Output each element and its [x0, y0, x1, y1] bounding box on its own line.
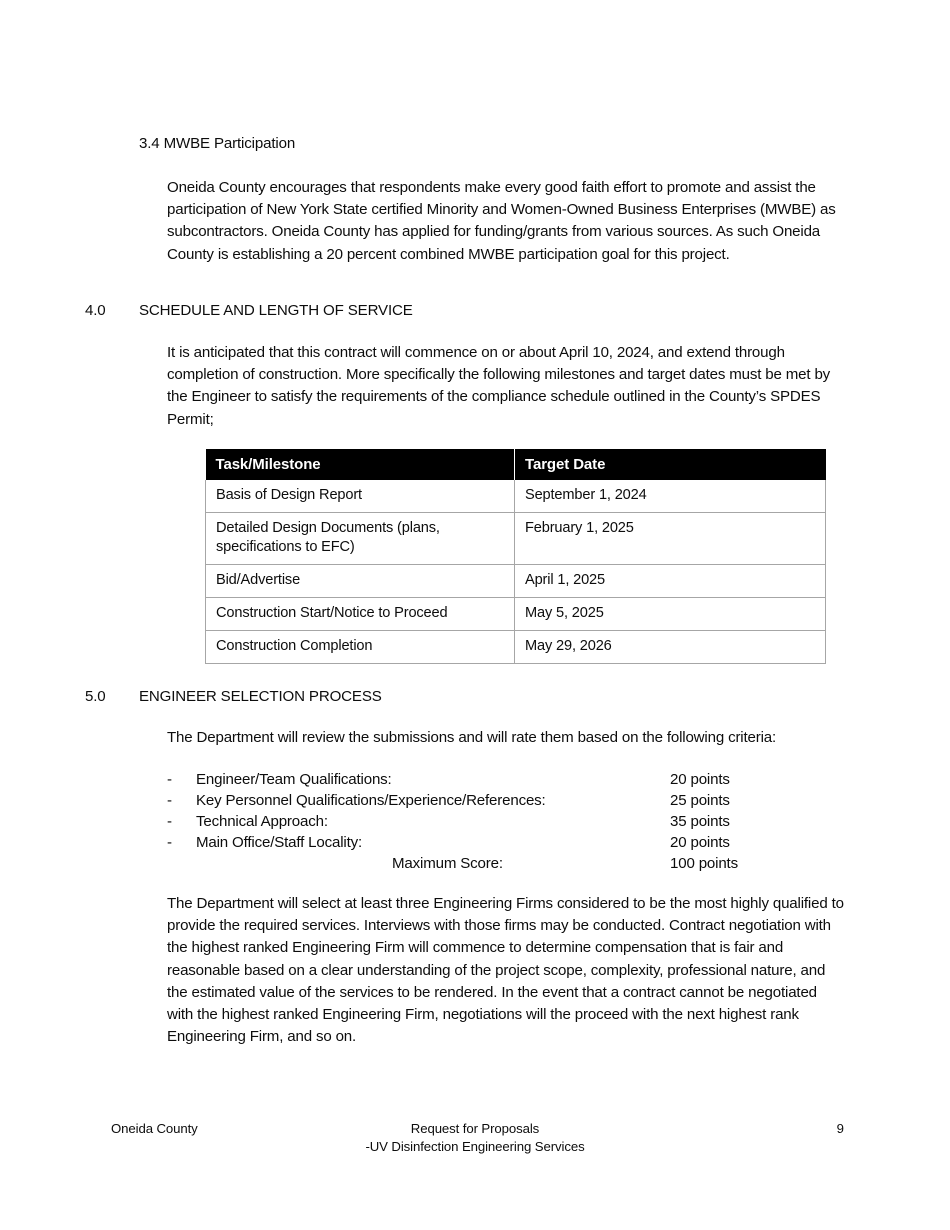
criterion-label: Main Office/Staff Locality: [196, 834, 362, 851]
table-row [206, 513, 826, 565]
selection-criteria-list [167, 769, 843, 874]
list-item [167, 769, 843, 790]
section-number-4-0: 4.0 [85, 302, 106, 319]
maximum-score-label: Maximum Score: [392, 855, 503, 872]
criterion-points: 25 points [670, 792, 730, 809]
list-item-total [167, 853, 843, 874]
list-dash-marker: - [167, 834, 172, 851]
cell-task: Detailed Design Documents (plans, specifications to EFC) [206, 513, 515, 565]
column-header-target-date: Target Date [515, 449, 826, 480]
section-title-engineer-selection-process: ENGINEER SELECTION PROCESS [139, 688, 382, 705]
criterion-points: 20 points [670, 771, 730, 788]
page-footer [0, 1120, 950, 1180]
paragraph-schedule-intro: It is anticipated that this contract will commence on or about April 10, 2024, and extend through completion of construction. More specifically the following milestones and target dates must be met by the Engineer to satisfy the requirements of the compliance schedule outlined in the County’s SPDES Permit; [167, 344, 831, 428]
list-dash-marker: - [167, 813, 172, 830]
section-title-schedule-and-length-of-service: SCHEDULE AND LENGTH OF SERVICE [139, 302, 413, 319]
cell-task: Construction Completion [206, 631, 515, 664]
cell-date: May 5, 2025 [515, 598, 826, 631]
cell-date: April 1, 2025 [515, 565, 826, 598]
footer-organization: Oneida County [111, 1121, 198, 1136]
list-dash-marker: - [167, 792, 172, 809]
list-item [167, 790, 843, 811]
list-item [167, 811, 843, 832]
cell-date: May 29, 2026 [515, 631, 826, 664]
criterion-points: 35 points [670, 813, 730, 830]
cell-date: February 1, 2025 [515, 513, 826, 565]
table-row [206, 598, 826, 631]
paragraph-selection-closing: The Department will select at least three Engineering Firms considered to be the most highly qualified to provide the required services. Interviews with those firms may be conducted. Contract negotiation with the highest ranked Engineering Firm will commence to determine compensation that is fair and reasonable based on a clear understanding of the project scope, complexity, professional nature, and the estimated value of the services to be rendered. In the event that a contract cannot be negotiated with the highest ranked Engineering Firm, negotiations will the proceed with the next highest rank Engineering Firm, and so on. [167, 895, 844, 1046]
footer-page-number: 9 [836, 1121, 844, 1136]
schedule-milestone-table [205, 449, 826, 664]
cell-task: Bid/Advertise [206, 565, 515, 598]
footer-title-line-1: Request for Proposals [410, 1121, 540, 1136]
cell-date: September 1, 2024 [515, 480, 826, 513]
table-row [206, 631, 826, 664]
column-header-task-milestone: Task/Milestone [206, 449, 515, 480]
footer-document-title [0, 1120, 950, 1156]
paragraph-mwbe-participation: Oneida County encourages that respondents make every good faith effort to promote and assist the participation of New York State certified Minority and Women-Owned Business Enterprises (MWBE) as subcontractors. Oneida County has applied for funding/grants from various sources. As such Oneida County is establishing a 20 percent combined MWBE participation goal for this project. [167, 179, 836, 263]
criterion-label: Technical Approach: [196, 813, 328, 830]
heading-3-4-mwbe-participation: 3.4 MWBE Participation [139, 135, 296, 152]
table-row [206, 480, 826, 513]
list-dash-marker: - [167, 771, 172, 788]
criterion-label: Engineer/Team Qualifications: [196, 771, 392, 788]
table-header-row [206, 449, 826, 480]
criterion-label: Key Personnel Qualifications/Experience/References: [196, 792, 546, 809]
paragraph-selection-criteria-intro: The Department will review the submissions and will rate them based on the following criteria: [167, 729, 777, 746]
list-item [167, 832, 843, 853]
criterion-points: 20 points [670, 834, 730, 851]
cell-task: Basis of Design Report [206, 480, 515, 513]
cell-task: Construction Start/Notice to Proceed [206, 598, 515, 631]
maximum-score-points: 100 points [670, 855, 738, 872]
section-number-5-0: 5.0 [85, 688, 106, 705]
footer-title-line-2: -UV Disinfection Engineering Services [365, 1139, 585, 1154]
table-row [206, 565, 826, 598]
